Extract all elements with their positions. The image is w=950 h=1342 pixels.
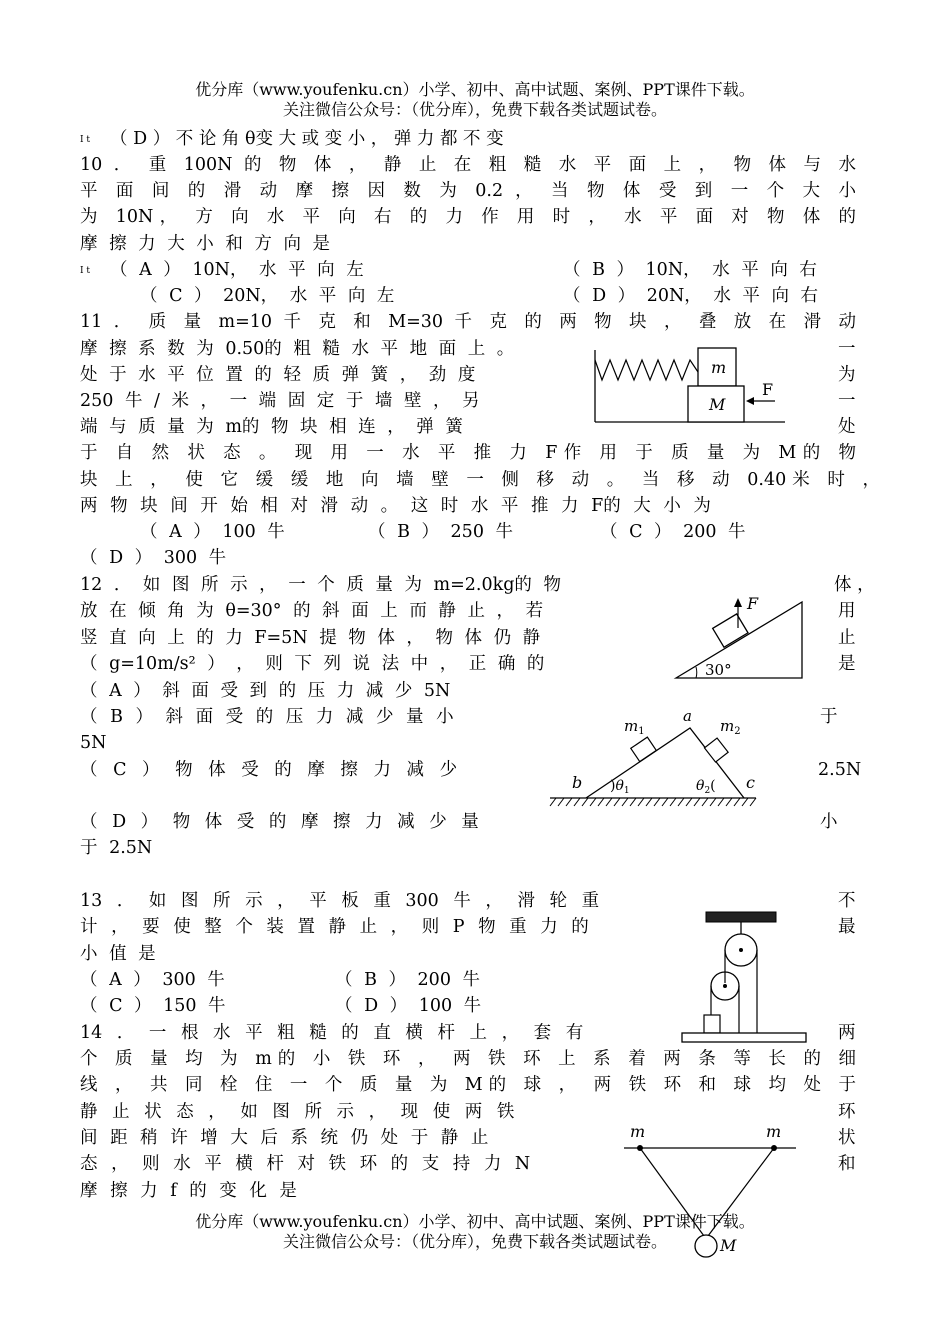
q12-line-4: （ g=10m/s² ） ， 则 下 列 说 法 中 ， 正 确 的 [80, 654, 545, 674]
q11-option-b: （ B ） 250 牛 [368, 522, 514, 542]
footer-line-1: 优分库（www.youfenku.cn）小学、初中、高中试题、案例、PPT课件下载。 [195, 1212, 755, 1231]
q10-option-a: I t （ A ） 10N， 水 平 向 左 [80, 260, 364, 280]
q10-option-b: （ B ） 10N， 水 平 向 右 [563, 260, 817, 280]
q11-option-c: （ C ） 200 牛 [600, 522, 746, 542]
q13-option-a: （ A ） 300 牛 [80, 970, 225, 990]
q12-fig2-a: a [683, 707, 692, 725]
q11-spring-figure [590, 342, 790, 427]
q11-label-M: M [709, 395, 726, 414]
q14-line-6-end: 和 [838, 1154, 856, 1174]
q14-line-5-end: 状 [838, 1128, 856, 1148]
q11-line-3: 处 于 水 平 位 置 的 轻 质 弹 簧 ， 劲 度 [80, 365, 476, 385]
q11-line-6: 于 自 然 状 态 。 现 用 一 水 平 推 力 F作 用 于 质 量 为 M的 物 [80, 443, 856, 463]
footer-line-2: 关注微信公众号：（优分库），免费下载各类试题试卷。 [282, 1232, 667, 1251]
q13-line-1-end: 不 [838, 891, 856, 911]
q12-line-2-end: 用 [838, 601, 856, 621]
q10-line-4: 摩 擦 力 大 小 和 方 向 是 [80, 234, 331, 254]
q14-line-2: 个 质 量 均 为 m的 小 铁 环 ， 两 铁 环 上 系 着 两 条 等 长 的 细 [80, 1049, 856, 1069]
q11-line-1: 11 ． 质 量 m=10 千 克 和 M=30 千 克 的 两 物 块 ， 叠 放 在 滑 动 [80, 312, 856, 332]
q12-line-3: 竖 直 向 上 的 力 F=5N 提 物 体 ， 物 体 仍 静 [80, 628, 541, 648]
q13-line-1: 13 ． 如 图 所 示 ， 平 板 重 300 牛 ， 滑 轮 重 [80, 891, 600, 911]
q14-line-7: 摩 擦 力 f 的 变 化 是 [80, 1181, 297, 1201]
q14-line-5: 间 距 稍 许 增 大 后 系 统 仍 处 于 静 止 [80, 1128, 489, 1148]
q12-option-c-end: 2.5N [818, 760, 862, 780]
q12-option-b-end: 于 [820, 707, 838, 727]
q14-line-4: 静 止 状 态 ， 如 图 所 示 ， 现 使 两 铁 [80, 1102, 515, 1122]
q11-line-5-end: 处 [838, 417, 856, 437]
q13-option-b: （ B ） 200 牛 [335, 970, 481, 990]
q11-line-4: 250 牛 / 米 ， 一 端 固 定 于 墙 壁 ， 另 [80, 391, 480, 411]
q14-line-6: 态 ， 则 水 平 横 杆 对 铁 环 的 支 持 力 N [80, 1154, 531, 1174]
q13-line-3: 小 值 是 [80, 944, 156, 964]
q12-option-b-cont: 5N [80, 733, 107, 753]
q12-option-b: （ B ） 斜 面 受 的 压 力 减 少 量 小 [80, 707, 454, 727]
header-line-1: 优分库（www.youfenku.cn）小学、初中、高中试题、案例、PPT课件下载。 [195, 80, 755, 99]
q12-line-1: 12 ． 如 图 所 示 ， 一 个 质 量 为 m=2.0kg的 物 [80, 575, 561, 595]
q12-fig2-m1: $m_1$ [624, 717, 645, 737]
q13-line-2: 计 ， 要 使 整 个 装 置 静 止 ， 则 P 物 重 力 的 [80, 917, 589, 937]
q11-option-d: （ D ） 300 牛 [80, 548, 227, 568]
q14-label-m-left: m [630, 1122, 646, 1141]
q12-line-2: 放 在 倾 角 为 θ=30° 的 斜 面 上 而 静 止 ， 若 [80, 601, 544, 621]
q12-fig2-c: c [746, 773, 755, 792]
q14-label-M: M [720, 1236, 737, 1255]
q11-line-5: 端 与 质 量 为 m的 物 块 相 连 ， 弹 簧 [80, 417, 463, 437]
q13-line-2-end: 最 [838, 917, 856, 937]
q12-incline-figure [672, 590, 812, 685]
q12-label-F: F [747, 594, 759, 613]
q12-fig2-b: b [572, 773, 583, 792]
q14-line-1-end: 两 [838, 1023, 856, 1043]
q13-option-c: （ C ） 150 牛 [80, 996, 226, 1016]
q12-line-1-end: 体 ， [834, 575, 875, 595]
q12-line-3-end: 止 [838, 628, 856, 648]
q11-label-F: F [762, 380, 774, 399]
q13-pulley-figure [680, 908, 810, 1043]
q11-line-3-end: 为 [838, 365, 856, 385]
header-line-2: 关注微信公众号：（优分库），免费下载各类试题试卷。 [282, 100, 667, 119]
q10-line-2: 平 面 间 的 滑 动 摩 擦 因 数 为 0.2 ， 当 物 体 受 到 一 个 大 小 [80, 181, 856, 201]
prev-option-d: I t （ D ） 不 论 角 θ变 大 或 变 小 ， 弹 力 都 不 变 [80, 129, 504, 149]
q14-line-3: 线 ， 共 同 栓 住 一 个 质 量 为 M的 球 ， 两 铁 环 和 球 均 处 于 [80, 1075, 856, 1095]
q10-option-c: （ C ） 20N， 水 平 向 左 [140, 286, 395, 306]
q11-label-m: m [711, 358, 727, 377]
q12-option-a: （ A ） 斜 面 受 到 的 压 力 减 少 5N [80, 681, 451, 701]
q11-line-8: 两 物 块 间 开 始 相 对 滑 动 。 这 时 水 平 推 力 F的 大 小 为 [80, 496, 711, 516]
q10-option-d: （ D ） 20N， 水 平 向 右 [563, 286, 819, 306]
q11-line-7: 块 上 ， 使 它 缓 缓 地 向 墙 壁 一 侧 移 动 。 当 移 动 0.40米 时 ， [80, 470, 880, 490]
q14-line-1: 14 ． 一 根 水 平 粗 糙 的 直 横 杆 上 ， 套 有 [80, 1023, 584, 1043]
answer-mark: I t [80, 134, 91, 145]
q14-line-4-end: 环 [838, 1102, 856, 1122]
q12-option-c: （ C ） 物 体 受 的 摩 擦 力 减 少 [80, 760, 458, 780]
q12-fig2-theta2: $\theta_2$( [696, 778, 716, 796]
q12-option-d-cont: 于 2.5N [80, 838, 153, 858]
q11-line-2: 摩 擦 系 数 为 0.50的 粗 糙 水 平 地 面 上 。 [80, 339, 515, 359]
q12-fig2-m2: $m_2$ [720, 717, 741, 737]
q12-option-d: （ D ） 物 体 受 的 摩 擦 力 减 少 量 [80, 812, 479, 832]
q14-label-m-right: m [766, 1122, 782, 1141]
q10-line-3: 为 10N， 方 向 水 平 向 右 的 力 作 用 时 ， 水 平 面 对 物 体 的 [80, 207, 856, 227]
q13-option-d: （ D ） 100 牛 [335, 996, 482, 1016]
q11-line-2-end: 一 [838, 339, 856, 359]
q11-line-4-end: 一 [838, 391, 856, 411]
q11-option-a: （ A ） 100 牛 [140, 522, 285, 542]
q12-option-d-end: 小 [820, 812, 838, 832]
q12-angle-label: 30° [705, 661, 732, 679]
q10-line-1: 10 ． 重 100N 的 物 体 ， 静 止 在 粗 糙 水 平 面 上 ， 物 体 与 水 [80, 155, 856, 175]
q12-fig2-theta1: )$\theta_1$ [610, 778, 630, 796]
q12-line-4-end: 是 [838, 654, 856, 674]
q12-double-incline-figure [546, 705, 761, 810]
